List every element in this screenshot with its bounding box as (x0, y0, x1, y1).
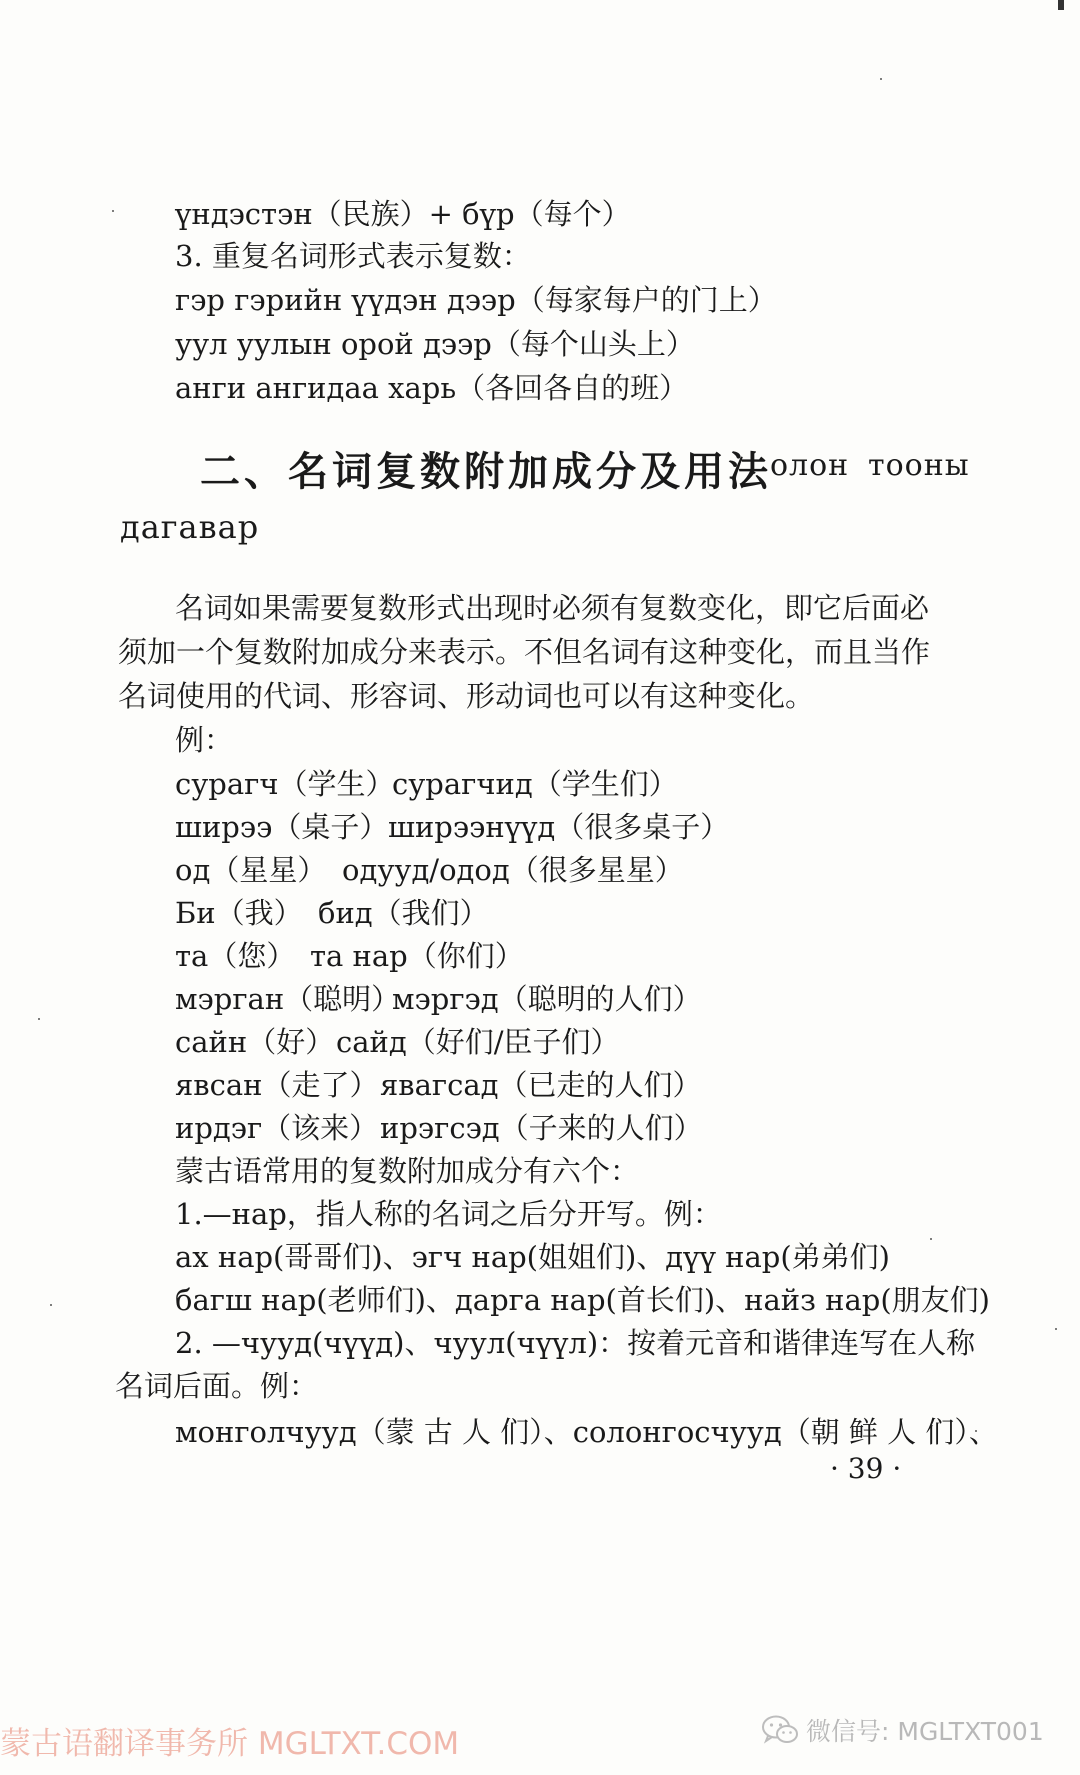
page-number: · 39 · (830, 1452, 902, 1485)
example-label: 例： (175, 723, 234, 757)
watermark-wechat (760, 1712, 1044, 1748)
wechat-id: 微信号: MGLTXT001 (806, 1717, 1044, 1746)
heading-cyrillic: тооны (868, 448, 970, 483)
text-line: уул уулын орой дээр（每个山头上） (175, 327, 695, 361)
scan-speck (50, 1304, 52, 1306)
heading-cyrillic: олон (770, 448, 850, 483)
example-plural: ирэгсэд（子来的人们） (380, 1111, 703, 1145)
paragraph-line: 须加一个复数附加成分来表示。不但名词有这种变化，而且当作 (118, 635, 931, 669)
example-singular: од（星星） (175, 853, 327, 887)
scan-speck (1055, 1328, 1057, 1330)
text-line: ах нар(哥哥们)、эгч нар(姐姐们)、дүү нар(弟弟们) (175, 1240, 890, 1274)
text-line: 名词后面。例： (115, 1369, 319, 1403)
example-singular: сайн（好） (175, 1025, 335, 1059)
watermark-site: 蒙古语翻译事务所 MGLTXT.COM (0, 1726, 460, 1762)
example-singular: ирдэг（该来） (175, 1111, 379, 1145)
text-line: 3. 重复名词形式表示复数： (175, 239, 531, 273)
text-line: үндэстэн（民族）+ бүр（每个） (175, 197, 631, 231)
example-singular: мэрган（聪明） (175, 982, 401, 1016)
text-line: монголчууд（蒙 古 人 们）、солонгосчууд（朝 鲜 人 们）、 (175, 1415, 998, 1449)
example-plural: одууд/одод（很多星星） (342, 853, 684, 887)
text-line: 2. —чууд(чүүд)、чуул(чүүл)：按着元音和谐律连写在人称 (175, 1326, 976, 1360)
scan-speck (38, 1018, 40, 1020)
example-plural: та нар（你们） (310, 939, 524, 973)
text-line: багш нар(老师们)、дарга нар(首长们)、найз нар(朋友们) (175, 1283, 990, 1317)
text-line: гэр гэрийн үүдэн дээр（每家每户的门上） (175, 283, 777, 317)
example-singular: ширээ（桌子） (175, 810, 389, 844)
example-plural: явагсад（已走的人们） (380, 1068, 702, 1102)
paragraph-line: 名词如果需要复数形式出现时必须有复数变化，即它后面必 (175, 591, 930, 625)
example-plural: бид（我们） (318, 896, 489, 930)
section-heading: 二、名词复数附加成分及用法 (200, 449, 772, 495)
scan-speck (112, 210, 114, 212)
example-singular: Би（我） (175, 896, 303, 930)
text-line: анги ангидаа харь（各回各自的班） (175, 371, 689, 405)
scan-speck (880, 78, 882, 80)
wechat-icon (760, 1713, 800, 1747)
example-plural: ширээнүүд（很多桌子） (388, 810, 730, 844)
paragraph-line: 名词使用的代词、形容词、形动词也可以有这种变化。 (118, 679, 815, 713)
example-singular: явсан（走了） (175, 1068, 379, 1102)
example-plural: сайд（好们/臣子们） (336, 1025, 620, 1059)
example-plural: мэргэд（聪明的人们） (392, 982, 702, 1016)
text-line: 1.—нар，指人称的名词之后分开写。例： (175, 1197, 722, 1231)
scan-edge-mark (1058, 0, 1064, 10)
example-plural: сурагчид（学生们） (392, 767, 678, 801)
heading-cyrillic: дагавар (120, 508, 260, 546)
example-singular: та（您） (175, 939, 296, 973)
scan-speck (930, 1238, 932, 1240)
example-singular: сурагч（学生） (175, 767, 395, 801)
text-line: 蒙古语常用的复数附加成分有六个： (175, 1154, 640, 1188)
